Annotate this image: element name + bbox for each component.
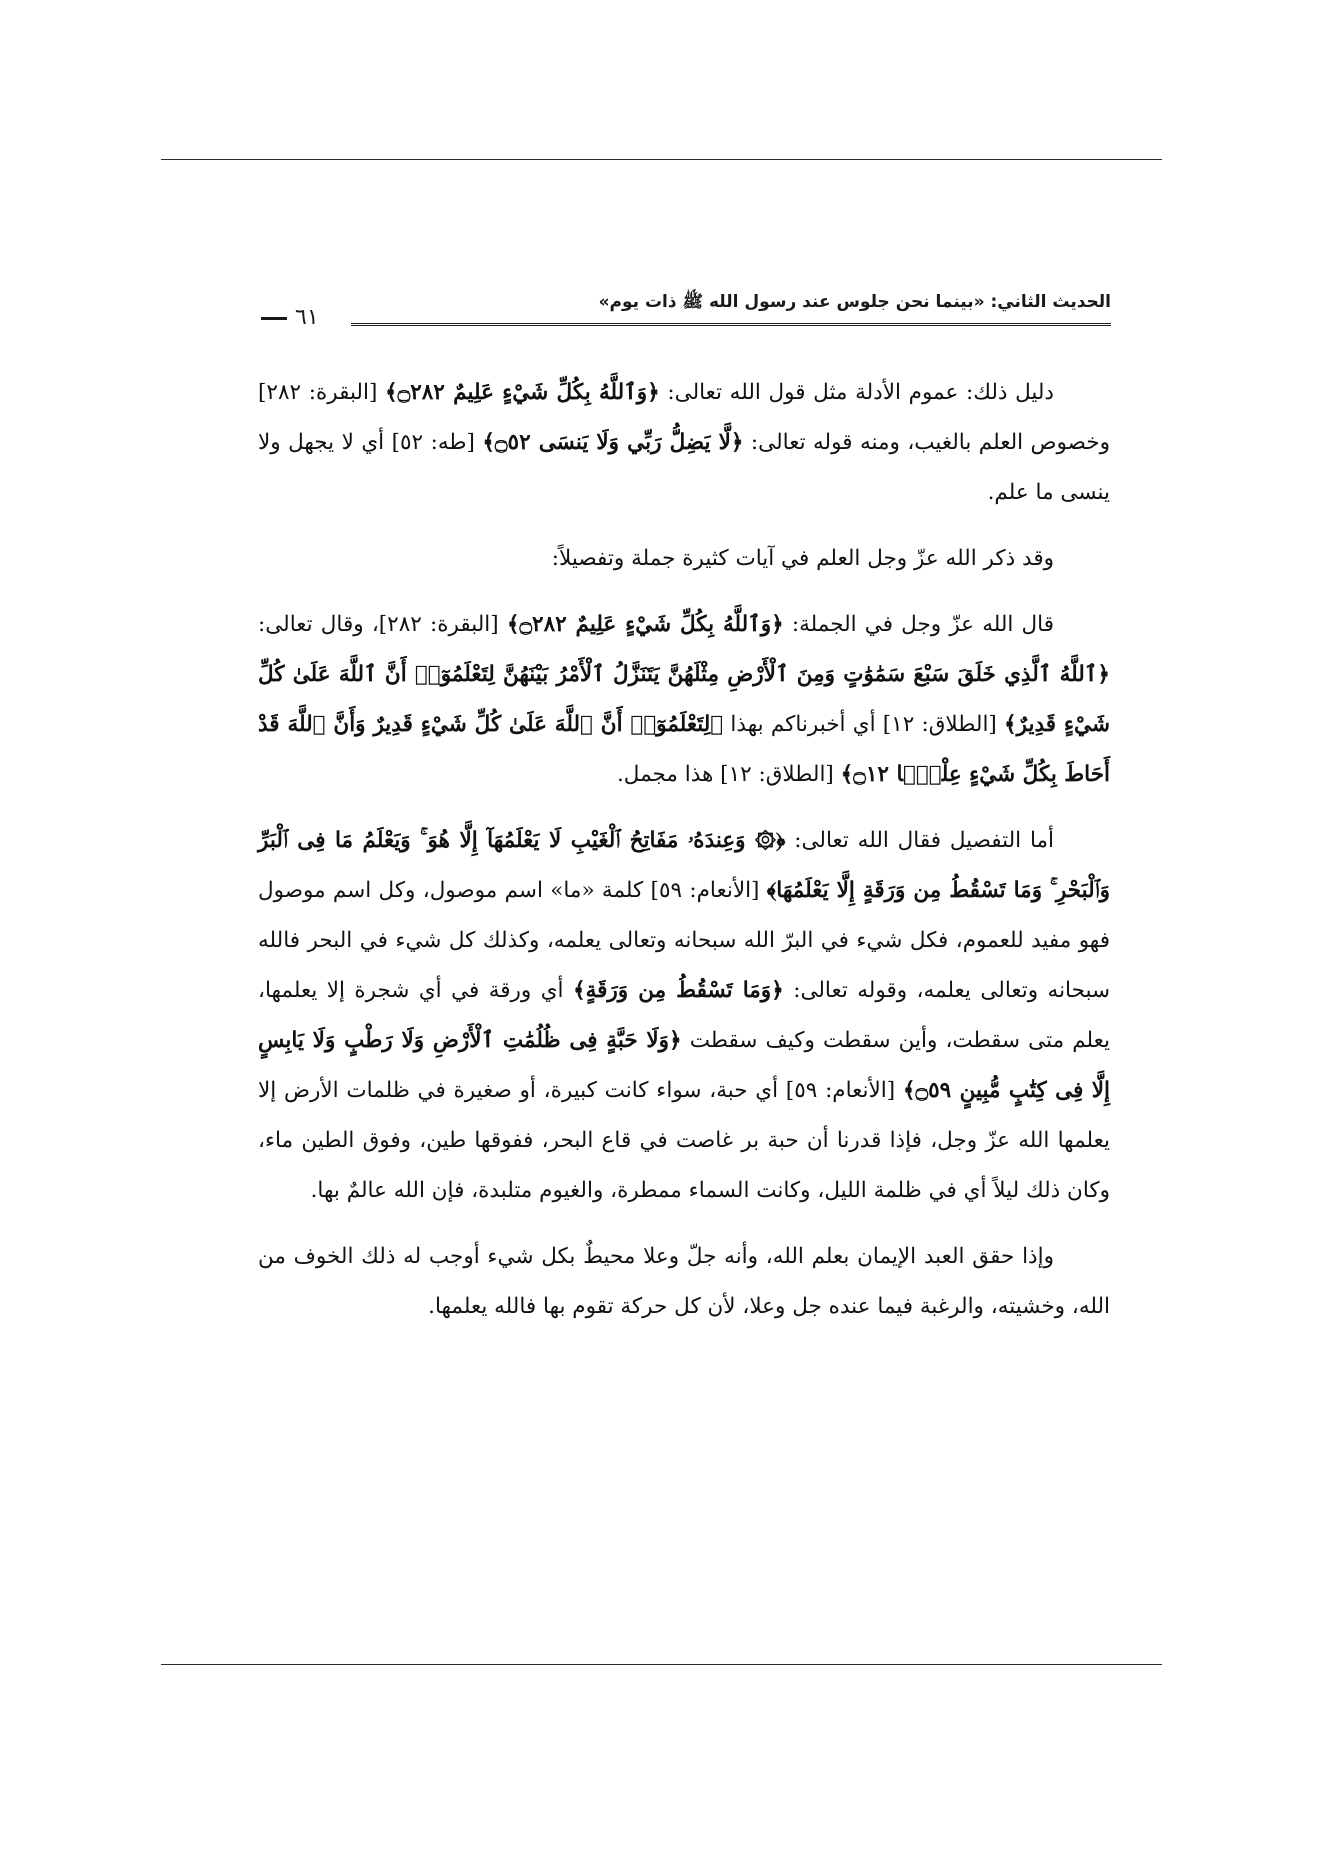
text-segment: [البقرة: ٢٨٢]، وقال تعالى: — [258, 612, 507, 637]
paragraph — [258, 816, 1110, 1216]
text-segment: وإذا حقق العبد الإيمان بعلم الله، وأنه جلّ وعلا محيطٌ بكل شيء أوجب له ذلك الخوف من الله، وخشيته، والرغبة فيما عنده جل وعلا، لأن كل حركة تقوم بها فالله يعلمها. — [258, 1244, 1110, 1319]
text-segment: قال الله عزّ وجل في الجملة: — [783, 612, 1054, 637]
page-body — [258, 368, 1110, 1332]
quran-verse: ﴿وَلَا حَبَّةٍ فِى ظُلُمَٰتِ ٱلْأَرْضِ وَلَا رَطْبٍ وَلَا يَابِسٍ إِلَّا فِى كِتَٰبٍ مُّبِينٍ ۝٥٩﴾ — [258, 1028, 1110, 1103]
paragraph — [258, 534, 1110, 584]
quran-verse: ﴿۞ وَعِندَهُۥ مَفَاتِحُ ٱلْغَيْبِ لَا يَعْلَمُهَآ إِلَّا هُوَ ۚ وَيَعْلَمُ مَا فِى ٱلْبَرِّ وَٱلْبَحْرِ ۚ وَمَا تَسْقُطُ مِن وَرَقَةٍ إِلَّا يَعْلَمُهَا﴾ — [258, 828, 1110, 903]
page-number-bar — [261, 317, 287, 320]
quran-verse: ﴿وَٱللَّهُ بِكُلِّ شَيْءٍ عَلِيمٌ ۝٢٨٢﴾ — [506, 612, 784, 637]
quran-verse: ﴿لَّا يَضِلُّ رَبِّي وَلَا يَنسَى ۝٥٢﴾ — [482, 430, 744, 455]
header-double-rule — [351, 323, 1111, 326]
quran-verse: ﴿وَمَا تَسْقُطُ مِن وَرَقَةٍ﴾ — [572, 978, 784, 1003]
text-segment: دليل ذلك: عموم الأدلة مثل قول الله تعالى: — [659, 380, 1054, 405]
running-header-title: الحديث الثاني: «بينما نحن جلوس عند رسول الله ﷺ ذات يوم» — [598, 292, 1111, 312]
scan-border-top — [161, 159, 1162, 160]
text-segment: [طه: ٥٢] أي لا يجهل ولا ينسى ما علم. — [258, 430, 1110, 505]
text-segment: [الأنعام: ٥٩] كلمة «ما» اسم موصول، وكل اسم موصول فهو مفيد للعموم، فكل شيء في البرّ الله سبحانه وتعالى يعلمه، وكذلك كل شيء في البحر فالله سبحانه وتعالى يعلمه، وقوله تعالى: — [258, 878, 1110, 1003]
paragraph — [258, 1232, 1110, 1332]
text-segment: [الطلاق: ١٢] هذا مجمل. — [616, 762, 841, 787]
quran-verse: ﴿لِتَعْلَمُوٓا۟ أَنَّ ٱللَّهَ عَلَىٰ كُلِّ شَيْءٍ قَدِيرٌ وَأَنَّ ٱللَّهَ قَدْ أَحَاطَ بِكُلِّ شَيْءٍ عِلْمًۢا ۝١٢﴾ — [258, 712, 1110, 787]
text-segment: أما التفصيل فقال الله تعالى: — [785, 828, 1054, 853]
paragraph — [258, 368, 1110, 518]
quran-verse: ﴿وَٱللَّهُ بِكُلِّ شَيْءٍ عَلِيمٌ ۝٢٨٢﴾ — [385, 380, 660, 405]
text-segment: [الأنعام: ٥٩] أي حبة، سواء كانت كبيرة، أو صغيرة في ظلمات الأرض إلا يعلمها الله عزّ وجل، فإذا قدرنا أن حبة بر غاصت في قاع البحر، ففوقها طين، وفوق الطين ماء، وكان ذلك ليلاً أي في ظلمة الليل، وكانت السماء ممطرة، والغيوم متلبدة، فإن الله عالمٌ بها. — [258, 1078, 1110, 1203]
text-segment: أي ورقة في أي شجرة إلا يعلمها، يعلم متى سقطت، وأين سقطت وكيف سقطت — [258, 978, 1110, 1053]
text-segment: [البقرة: ٢٨٢] وخصوص العلم بالغيب، ومنه قوله تعالى: — [258, 380, 1110, 455]
text-segment: [الطلاق: ١٢] أي أخبرناكم بهذا — [723, 712, 1005, 737]
page-number-block — [261, 307, 319, 329]
text-segment: وقد ذكر الله عزّ وجل العلم في آيات كثيرة جملة وتفصيلاً: — [551, 546, 1054, 571]
quran-verse: ﴿ٱللَّهُ ٱلَّذِي خَلَقَ سَبْعَ سَمَٰوَٰتٍ وَمِنَ ٱلْأَرْضِ مِثْلَهُنَّ يَتَنَزَّلُ ٱلْأَمْرُ بَيْنَهُنَّ لِتَعْلَمُوٓا۟ أَنَّ ٱللَّهَ عَلَىٰ كُلِّ شَيْءٍ قَدِيرٌ﴾ — [258, 662, 1110, 737]
page-number: ٦١ — [295, 305, 319, 330]
running-header — [261, 291, 1111, 341]
paragraph — [258, 600, 1110, 800]
scan-border-bottom — [161, 1664, 1162, 1665]
